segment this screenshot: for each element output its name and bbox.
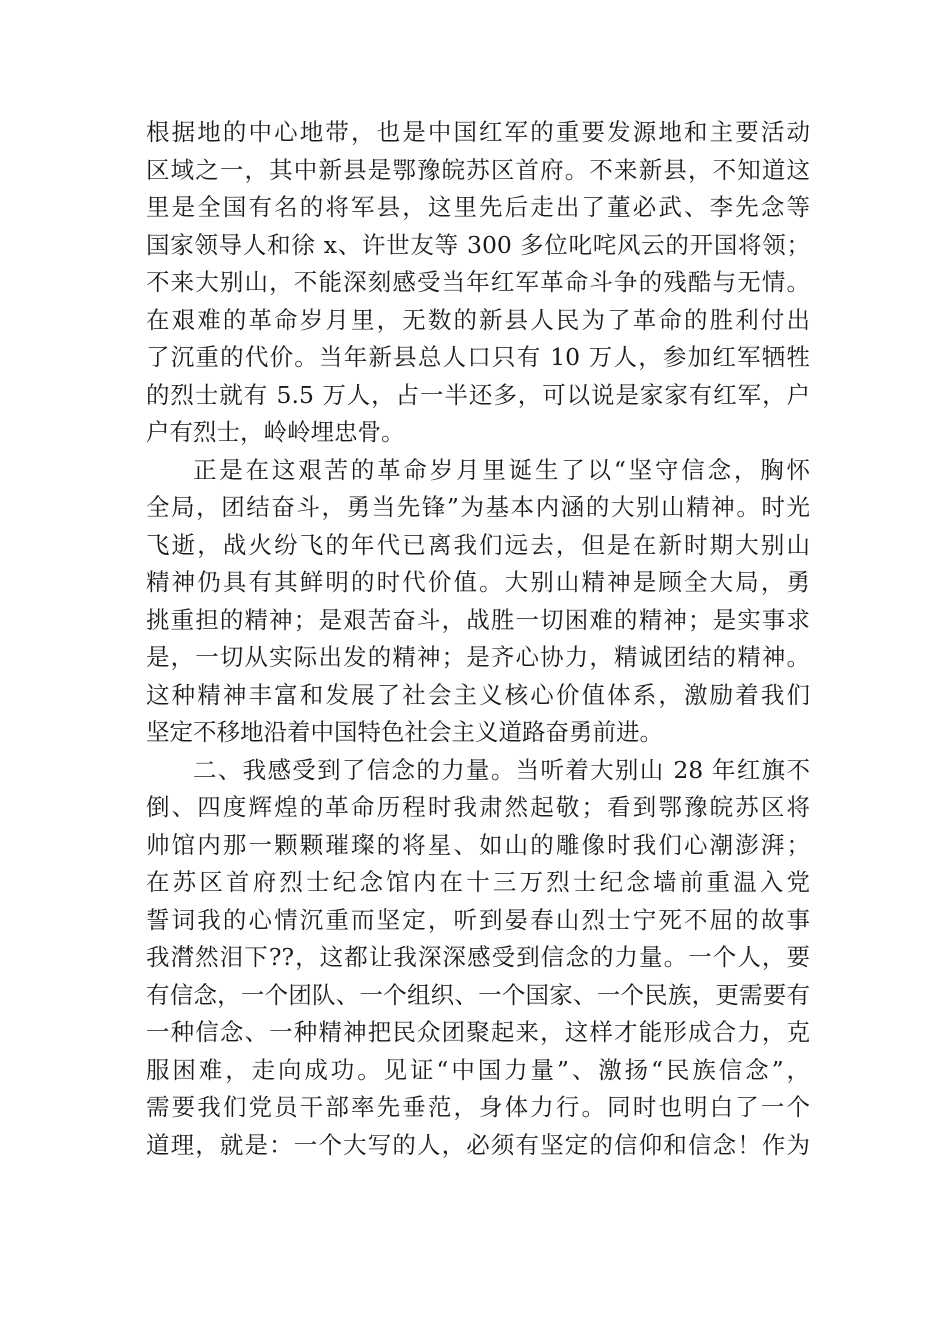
text-line: 我潸然泪下??，这都让我深深感受到信念的力量。一个人，要 [146, 943, 810, 971]
text-line: 全局，团结奋斗，勇当先锋”为基本内涵的大别山精神。时光 [146, 493, 810, 521]
document-body [146, 114, 810, 1164]
text-line: 飞逝，战火纷飞的年代已离我们远去，但是在新时期大别山 [146, 530, 810, 559]
text-line: 根据地的中心地带，也是中国红军的重要发源地和主要活动 [146, 118, 810, 146]
text-line: 服困难，走向成功。见证“中国力量”、激扬“民族信念”， [146, 1055, 810, 1084]
text-line: 需要我们党员干部率先垂范，身体力行。同时也明白了一个 [146, 1093, 810, 1121]
text-line: 国家领导人和徐 x、许世友等 300 多位叱咤风云的开国将领； [146, 230, 810, 259]
text-line: 誓词我的心情沉重而坚定，听到晏春山烈士宁死不屈的故事 [146, 905, 810, 934]
text-line: 帅馆内那一颗颗璀璨的将星、如山的雕像时我们心潮澎湃； [146, 830, 810, 859]
text-line: 正是在这艰苦的革命岁月里诞生了以“坚守信念，胸怀 [193, 455, 810, 484]
text-line: 是，一切从实际出发的精神；是齐心协力，精诚团结的精神。 [146, 643, 810, 671]
text-line: 户有烈士，岭岭埋忠骨。 [146, 418, 405, 446]
text-line: 这种精神丰富和发展了社会主义核心价值体系，激励着我们 [146, 680, 810, 709]
paragraph-2 [146, 452, 810, 752]
text-line: 区域之一，其中新县是鄂豫皖苏区首府。不来新县，不知道这 [146, 155, 810, 184]
text-line: 二、我感受到了信念的力量。当听着大别山 28 年红旗不 [193, 755, 810, 784]
text-line: 精神仍具有其鲜明的时代价值。大别山精神是顾全大局，勇 [146, 568, 810, 596]
text-line: 倒、四度辉煌的革命历程时我肃然起敬；看到鄂豫皖苏区将 [146, 793, 810, 821]
text-line: 一种信念、一种精神把民众团聚起来，这样才能形成合力，克 [146, 1018, 810, 1046]
paragraph-1 [146, 114, 810, 452]
text-line: 在艰难的革命岁月里，无数的新县人民为了革命的胜利付出 [146, 305, 810, 334]
text-line: 里是全国有名的将军县，这里先后走出了董必武、李先念等 [146, 193, 810, 221]
text-line: 道理，就是：一个大写的人，必须有坚定的信仰和信念！作为 [146, 1130, 810, 1159]
paragraph-3 [146, 752, 810, 1165]
text-line: 不来大别山，不能深刻感受当年红军革命斗争的残酷与无情。 [146, 268, 810, 296]
text-line: 的烈士就有 5.5 万人，占一半还多，可以说是家家有红军，户 [146, 380, 810, 409]
text-line: 有信念，一个团队、一个组织、一个国家、一个民族，更需要有 [146, 980, 810, 1009]
text-line: 了沉重的代价。当年新县总人口只有 10 万人，参加红军牺牲 [146, 343, 810, 371]
text-line: 挑重担的精神；是艰苦奋斗，战胜一切困难的精神；是实事求 [146, 605, 810, 634]
text-line: 在苏区首府烈士纪念馆内在十三万烈士纪念墙前重温入党 [146, 868, 810, 896]
text-line: 坚定不移地沿着中国特色社会主义道路奋勇前进。 [146, 718, 663, 746]
